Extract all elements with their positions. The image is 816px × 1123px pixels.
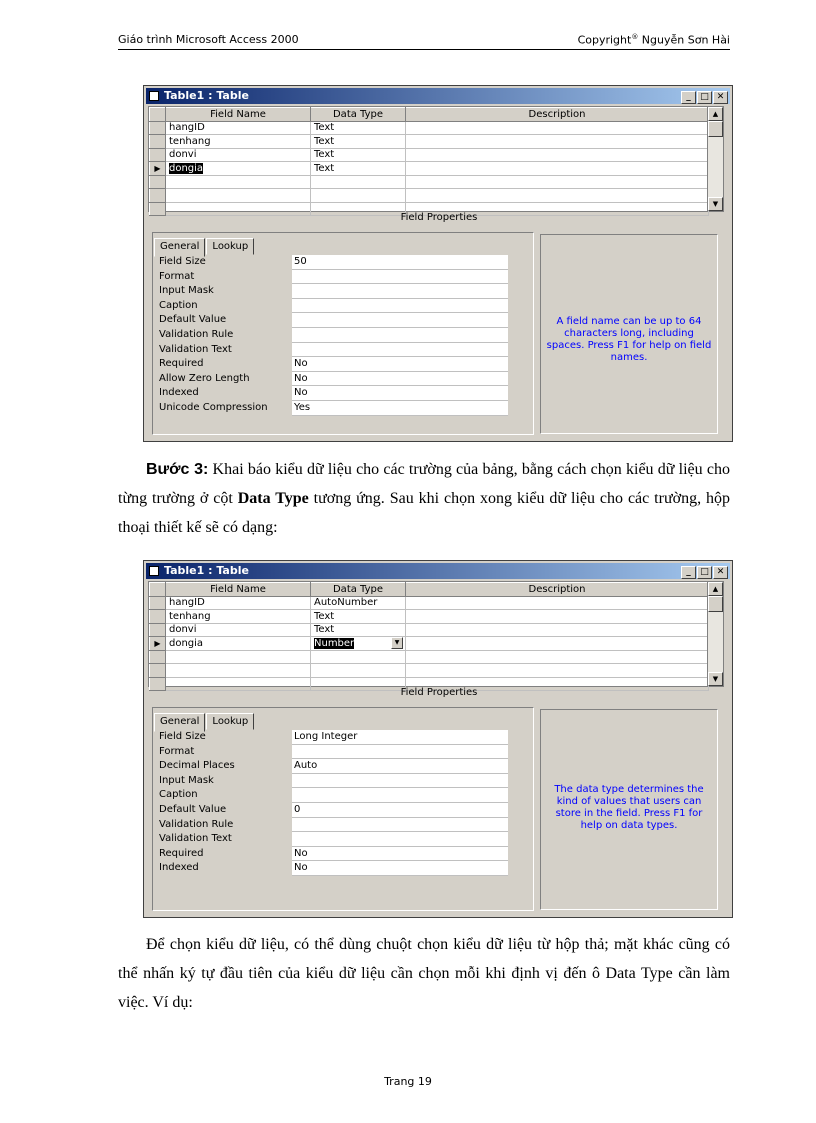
property-row — [159, 759, 509, 774]
grid-corner — [150, 108, 166, 122]
property-row — [159, 803, 509, 818]
help-text: A field name can be up to 64 characters long, including spaces. Press F1 for help on field names. — [546, 316, 712, 363]
vertical-scrollbar[interactable] — [707, 107, 723, 211]
table-row[interactable] — [150, 623, 709, 637]
field-name-cell[interactable]: dongia — [166, 637, 311, 651]
property-value[interactable]: No — [292, 372, 508, 387]
property-row — [159, 386, 509, 401]
property-label: Validation Text — [159, 833, 232, 845]
property-row — [159, 270, 509, 285]
table-row[interactable] — [150, 596, 709, 610]
page-header — [118, 30, 730, 50]
property-row — [159, 313, 509, 328]
property-label: Validation Text — [159, 343, 232, 355]
property-value[interactable] — [292, 270, 508, 285]
property-row — [159, 401, 509, 416]
table-row[interactable] — [150, 121, 709, 135]
table-row[interactable] — [150, 664, 709, 678]
tab-lookup[interactable]: Lookup — [206, 238, 254, 255]
property-row — [159, 847, 509, 862]
data-type-cell[interactable]: Text — [311, 135, 406, 149]
row-selector[interactable] — [150, 135, 166, 149]
scroll-thumb[interactable] — [708, 121, 723, 137]
description-cell[interactable] — [406, 148, 709, 162]
table-row[interactable] — [150, 148, 709, 162]
property-label: Default Value — [159, 314, 227, 326]
window-title: Table1 : Table — [164, 564, 249, 577]
property-label: Indexed — [159, 387, 199, 399]
data-type-cell[interactable]: Text — [311, 148, 406, 162]
table-row[interactable] — [150, 610, 709, 624]
property-label: Field Size — [159, 256, 206, 267]
property-value[interactable] — [292, 299, 508, 314]
property-row — [159, 745, 509, 760]
property-value[interactable]: No — [292, 847, 508, 862]
header-copyright: Copyright® Nguyễn Sơn Hài — [577, 33, 730, 47]
property-row — [159, 284, 509, 299]
row-selector[interactable] — [150, 189, 166, 203]
instruction-paragraph: Để chọn kiểu dữ liệu, có thể dùng chuột chọn kiểu dữ liệu từ hộp thả; mặt khác cũng có thể nhấn ký tự đầu tiên của kiểu dữ liệu cần chọn mỗi khi định vị đến ô Data Type cần làm việc. Ví dụ: — [118, 936, 730, 1011]
scroll-down-icon[interactable]: ▼ — [708, 197, 723, 211]
scroll-up-icon[interactable]: ▲ — [708, 107, 723, 121]
step-label: Bước 3: — [146, 461, 209, 478]
field-properties-label: Field Properties — [400, 687, 478, 698]
property-row — [159, 372, 509, 387]
property-label: Decimal Places — [159, 760, 235, 772]
property-row — [159, 299, 509, 314]
field-name-cell[interactable]: hangID — [166, 121, 311, 135]
table-icon — [149, 91, 159, 101]
field-name-cell[interactable]: hangID — [166, 596, 311, 610]
property-value[interactable] — [292, 745, 508, 760]
property-label: Caption — [159, 789, 198, 801]
property-label: Format — [159, 745, 195, 757]
row-selector[interactable] — [150, 650, 166, 664]
field-name-cell[interactable]: donvi — [166, 148, 311, 162]
description-cell[interactable] — [406, 121, 709, 135]
property-row — [159, 818, 509, 833]
description-cell[interactable] — [406, 135, 709, 149]
property-value[interactable]: 50 — [292, 255, 508, 270]
current-row-selector[interactable] — [150, 637, 166, 651]
property-row — [159, 730, 509, 745]
property-row — [159, 255, 509, 270]
close-button[interactable]: ✕ — [713, 566, 728, 579]
data-type-cell[interactable]: Text — [311, 610, 406, 624]
table-row[interactable] — [150, 162, 709, 176]
property-label: Validation Rule — [159, 818, 234, 830]
description-cell[interactable] — [406, 596, 709, 610]
help-box — [540, 234, 718, 434]
row-selector[interactable] — [150, 610, 166, 624]
description-cell[interactable] — [406, 637, 709, 651]
header-title: Giáo trình Microsoft Access 2000 — [118, 33, 299, 46]
table-design-window-2 — [143, 560, 733, 918]
column-header-description[interactable]: Description — [406, 108, 709, 122]
table-row[interactable] — [150, 637, 709, 651]
property-label: Indexed — [159, 862, 199, 874]
row-selector[interactable] — [150, 596, 166, 610]
property-label: Required — [159, 358, 204, 370]
scroll-up-icon[interactable]: ▲ — [708, 582, 723, 596]
grid-corner — [150, 583, 166, 597]
description-cell[interactable] — [406, 610, 709, 624]
row-selector[interactable] — [150, 121, 166, 135]
tab-general[interactable]: General — [154, 713, 205, 732]
property-row — [159, 774, 509, 789]
field-name-cell[interactable]: tenhang — [166, 135, 311, 149]
maximize-button[interactable]: □ — [697, 91, 712, 104]
property-row — [159, 861, 509, 876]
data-type-cell[interactable]: Text — [311, 623, 406, 637]
property-value[interactable] — [292, 328, 508, 343]
table-row[interactable] — [150, 135, 709, 149]
description-cell[interactable] — [406, 623, 709, 637]
selected-data-type[interactable]: Number — [314, 637, 355, 649]
property-value[interactable] — [292, 832, 508, 847]
current-row-selector[interactable] — [150, 162, 166, 176]
scroll-thumb[interactable] — [708, 596, 723, 612]
column-header-data-type[interactable]: Data Type — [311, 108, 406, 122]
field-name-cell[interactable]: tenhang — [166, 610, 311, 624]
property-row — [159, 343, 509, 358]
row-selector[interactable] — [150, 148, 166, 162]
column-header-description[interactable]: Description — [406, 583, 709, 597]
table-icon — [149, 566, 159, 576]
property-value[interactable]: Long Integer — [292, 730, 508, 745]
property-row — [159, 832, 509, 847]
property-label: Caption — [159, 299, 198, 311]
property-row — [159, 328, 509, 343]
data-type-cell[interactable]: AutoNumber — [311, 596, 406, 610]
row-selector[interactable] — [150, 175, 166, 189]
maximize-button[interactable]: □ — [697, 566, 712, 579]
tab-lookup[interactable]: Lookup — [206, 713, 254, 730]
field-grid — [148, 106, 724, 212]
property-value[interactable]: No — [292, 861, 508, 876]
property-value[interactable]: 0 — [292, 803, 508, 818]
property-value[interactable]: Auto — [292, 759, 508, 774]
table-design-window-1 — [143, 85, 733, 442]
property-row — [159, 357, 509, 372]
help-box — [540, 709, 718, 910]
table-row[interactable] — [150, 650, 709, 664]
description-cell[interactable] — [406, 162, 709, 176]
field-properties-label: Field Properties — [400, 212, 478, 223]
data-type-combo[interactable] — [311, 637, 406, 651]
row-selector[interactable] — [150, 664, 166, 678]
field-grid — [148, 581, 724, 687]
property-list — [159, 255, 509, 416]
data-type-bold: Data Type — [237, 490, 309, 507]
table-row[interactable] — [150, 175, 709, 189]
property-label: Validation Rule — [159, 328, 234, 340]
property-value[interactable] — [292, 313, 508, 328]
property-value[interactable] — [292, 284, 508, 299]
property-label: Unicode Compression — [159, 401, 268, 413]
property-value[interactable]: No — [292, 386, 508, 401]
property-value[interactable] — [292, 818, 508, 833]
property-label: Input Mask — [159, 285, 214, 297]
property-value[interactable] — [292, 774, 508, 789]
window-title: Table1 : Table — [164, 89, 249, 102]
tab-general[interactable]: General — [154, 238, 205, 257]
property-value[interactable]: Yes — [292, 401, 508, 416]
field-name-cell[interactable]: donvi — [166, 623, 311, 637]
property-value[interactable] — [292, 788, 508, 803]
data-type-cell[interactable]: Text — [311, 121, 406, 135]
column-header-field-name[interactable]: Field Name — [166, 583, 311, 597]
property-label: Required — [159, 847, 204, 859]
help-text: The data type determines the kind of values that users can store in the field. Press F1 for help on data types. — [554, 784, 704, 831]
property-list — [159, 730, 509, 876]
property-label: Format — [159, 270, 195, 282]
close-button[interactable]: ✕ — [713, 91, 728, 104]
page-number: Trang 19 — [384, 1075, 432, 1088]
scroll-down-icon[interactable]: ▼ — [708, 672, 723, 686]
table-row[interactable] — [150, 189, 709, 203]
dropdown-arrow-icon[interactable]: ▼ — [391, 637, 403, 649]
property-label: Input Mask — [159, 774, 214, 786]
selected-field-name[interactable]: dongia — [169, 162, 204, 174]
current-row-arrow-icon: ▶ — [154, 163, 161, 173]
property-value[interactable] — [292, 343, 508, 358]
property-label: Default Value — [159, 803, 227, 815]
property-label: Allow Zero Length — [159, 372, 250, 384]
step-3-paragraph: Bước 3: Khai báo kiểu dữ liệu cho các trường của bảng, bằng cách chọn kiểu dữ liệu cho từng trường ở cột Data Type tương ứng. Sau khi chọn xong kiểu dữ liệu cho các trường, hộp thoại thiết kế sẽ có dạng: — [118, 461, 731, 536]
property-value[interactable]: No — [292, 357, 508, 372]
field-name-cell[interactable] — [166, 162, 311, 176]
column-header-data-type[interactable]: Data Type — [311, 583, 406, 597]
property-label: Field Size — [159, 731, 206, 742]
current-row-arrow-icon: ▶ — [154, 638, 161, 648]
minimize-button[interactable]: _ — [681, 566, 696, 579]
column-header-field-name[interactable]: Field Name — [166, 108, 311, 122]
row-selector[interactable] — [150, 623, 166, 637]
title-bar — [146, 563, 730, 579]
minimize-button[interactable]: _ — [681, 91, 696, 104]
vertical-scrollbar[interactable] — [707, 582, 723, 686]
data-type-cell[interactable]: Text — [311, 162, 406, 176]
property-row — [159, 788, 509, 803]
title-bar — [146, 88, 730, 104]
